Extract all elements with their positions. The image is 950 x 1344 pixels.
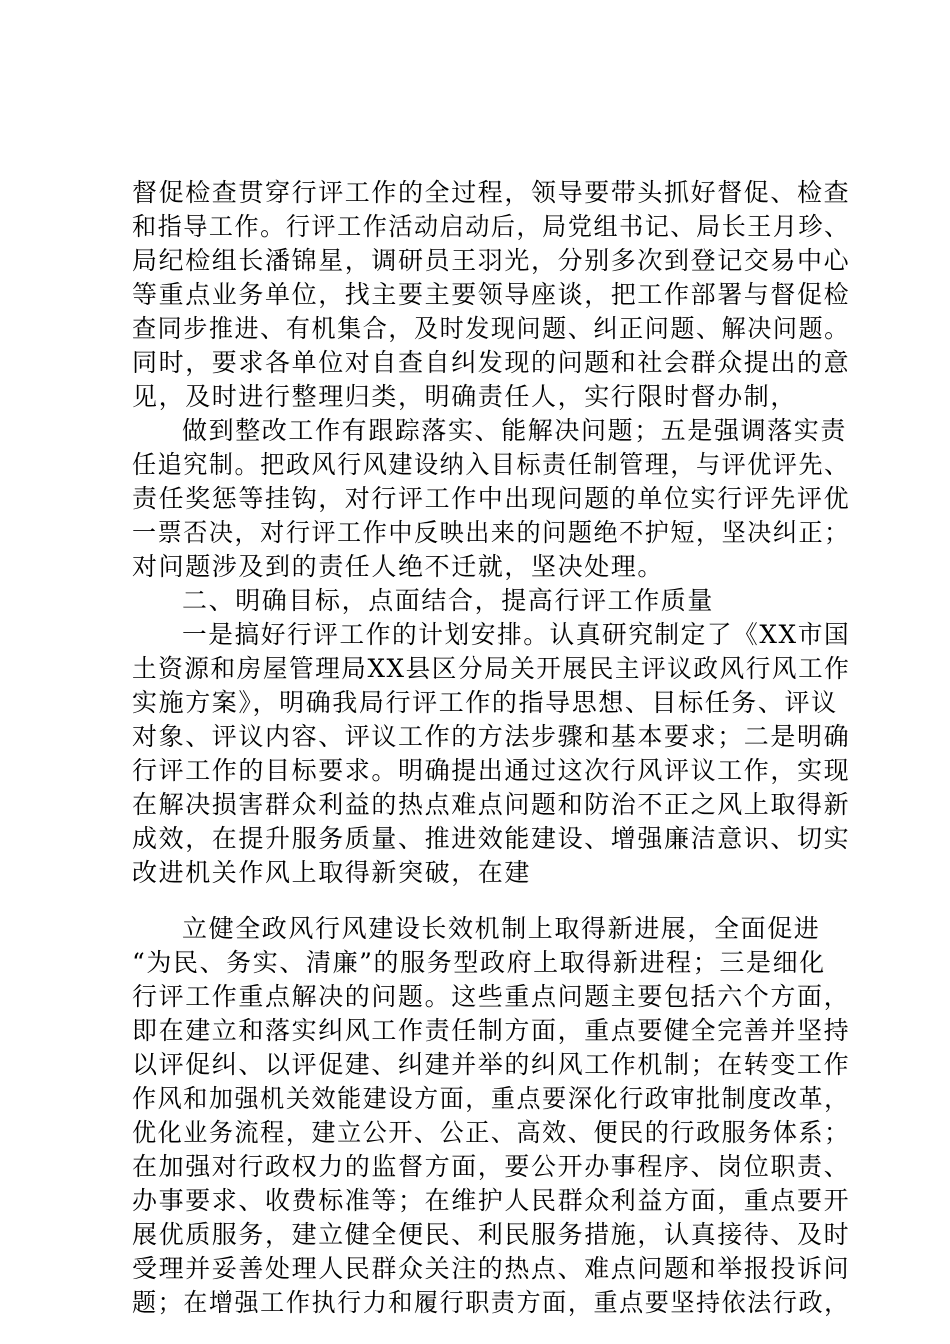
text-line: 责任奖惩等挂钩，对行评工作中出现问题的单位实行评先评优 [132,484,851,513]
text-line: 行评工作的目标要求。明确提出通过这次行风评议工作，实现 [132,756,851,785]
text-line: 见，及时进行整理归类，明确责任人，实行限时督办制， [132,382,798,411]
text-line: 等重点业务单位，找主要主要领导座谈，把工作部署与督促检 [132,280,851,309]
text-line: 在解决损害群众利益的热点难点问题和防治不正之风上取得新 [132,790,851,819]
text-line: 以评促纠、以评促建、纠建并举的纠风工作机制；在转变工作 [132,1050,851,1079]
text-line: 做到整改工作有跟踪落实、能解决问题；五是强调落实责 [182,416,848,445]
text-line: 对象、评议内容、评议工作的方法步骤和基本要求；二是明确 [132,722,851,751]
text-line: 作风和加强机关效能建设方面，重点要深化行政审批制度改革， [132,1084,850,1113]
text-line: 一是搞好行评工作的计划安排。认真研究制定了《XX市国 [182,620,851,649]
text-line: “为民、务实、清廉”的服务型政府上取得新进程；三是细化 [132,948,826,977]
text-line: 同时，要求各单位对自查自纠发现的问题和社会群众提出的意 [132,348,851,377]
text-line: 任追究制。把政风行风建设纳入目标责任制管理，与评优评先、 [132,450,850,479]
text-line: 实施方案》，明确我局行评工作的指导思想、目标任务、评议 [132,688,838,717]
text-line: 展优质服务，建立健全便民、利民服务措施，认真接待、及时 [132,1220,851,1249]
text-line: 一票否决，对行评工作中反映出来的问题绝不护短，坚决纠正； [132,518,850,547]
text-line: 和指导工作。行评工作活动启动后，局党组书记、局长王月珍、 [132,212,850,241]
section-heading: 二、明确目标，点面结合，提高行评工作质量 [182,586,715,615]
text-line: 办事要求、收费标准等；在维护人民群众利益方面，重点要开 [132,1186,851,1215]
text-line: 即在建立和落实纠风工作责任制方面，重点要健全完善并坚持 [132,1016,851,1045]
text-line: 对问题涉及到的责任人绝不迁就，坚决处理。 [132,552,665,581]
text-line: 局纪检组长潘锦星，调研员王羽光，分别多次到登记交易中心 [132,246,851,275]
text-line: 在加强对行政权力的监督方面，要公开办事程序、岗位职责、 [132,1152,851,1181]
text-line: 土资源和房屋管理局XX县区分局关开展民主评议政风行风工作 [132,654,851,683]
text-line: 立健全政风行风建设长效机制上取得新进展，全面促进 [182,914,821,943]
text-line: 查同步推进、有机集合，及时发现问题、纠正问题、解决问题。 [132,314,850,343]
text-line: 题；在增强工作执行力和履行职责方面，重点要坚持依法行政， [132,1288,850,1317]
text-line: 督促检查贯穿行评工作的全过程，领导要带头抓好督促、检查 [132,178,851,207]
text-line: 受理并妥善处理人民群众关注的热点、难点问题和举报投诉问 [132,1254,851,1283]
text-line: 改进机关作风上取得新突破，在建 [132,858,532,887]
text-line: 行评工作重点解决的问题。这些重点问题主要包括六个方面， [132,982,851,1011]
text-line: 优化业务流程，建立公开、公正、高效、便民的行政服务体系； [132,1118,850,1147]
text-line: 成效，在提升服务质量、推进效能建设、增强廉洁意识、切实 [132,824,851,853]
